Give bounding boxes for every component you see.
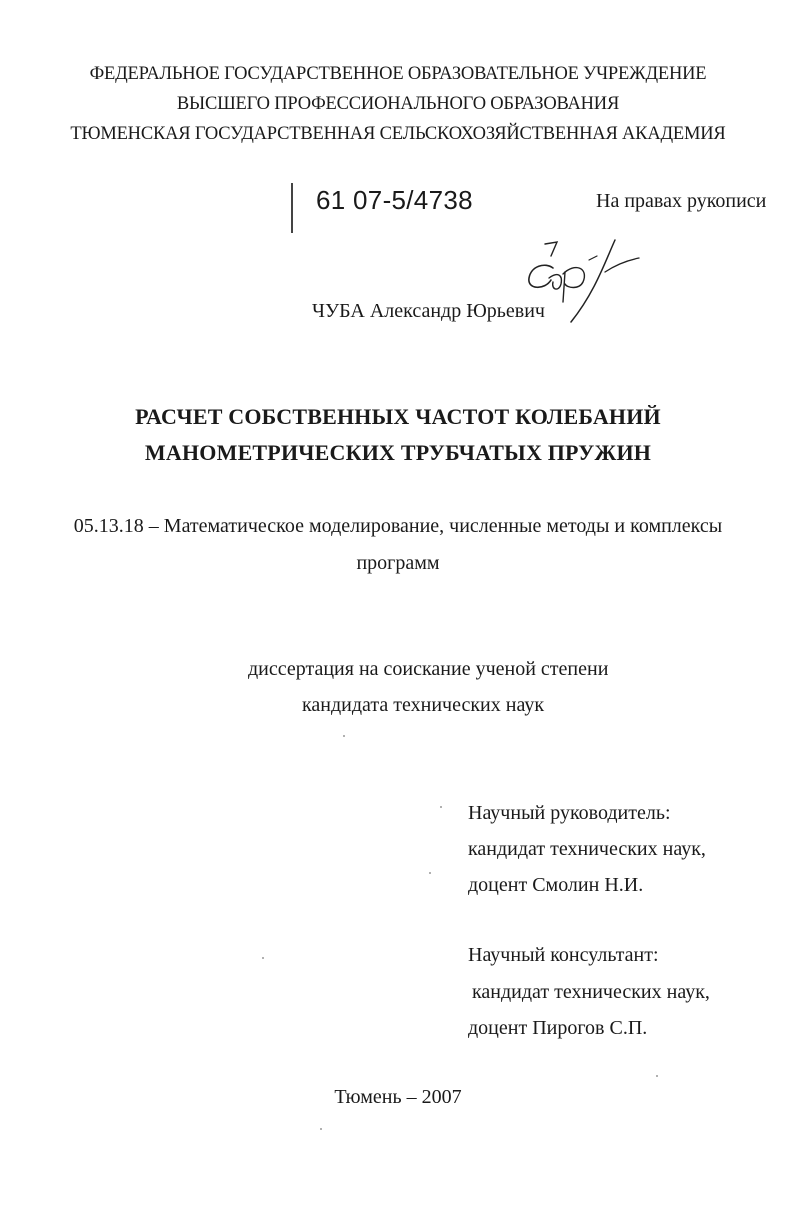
dissertation-title-line-2: МАНОМЕТРИЧЕСКИХ ТРУБЧАТЫХ ПРУЖИН <box>144 440 652 465</box>
stamp-bar <box>291 183 293 233</box>
consultant-name: доцент Пирогов С.П. <box>468 1017 648 1039</box>
archive-code: 61 07-5/4738 <box>316 185 473 215</box>
scan-speck <box>343 735 345 737</box>
specialty-line-2: программ <box>356 552 440 574</box>
scan-speck <box>262 957 264 959</box>
supervisor-role: Научный руководитель: <box>468 802 671 824</box>
consultant-degree: кандидат технических наук, <box>472 981 710 1003</box>
institution-line-2: ВЫСШЕГО ПРОФЕССИОНАЛЬНОГО ОБРАЗОВАНИЯ <box>176 94 620 114</box>
scan-speck <box>656 1075 658 1077</box>
scan-speck <box>320 1128 322 1130</box>
dissertation-title-line-1: РАСЧЕТ СОБСТВЕННЫХ ЧАСТОТ КОЛЕБАНИЙ <box>135 404 661 429</box>
supervisor-name: доцент Смолин Н.И. <box>468 874 644 896</box>
scan-speck <box>429 872 431 874</box>
specialty-line-1: 05.13.18 – Математическое моделирование, численные методы и комплексы <box>73 515 723 537</box>
degree-line-2: кандидата технических наук <box>302 694 545 716</box>
degree-line-1: диссертация на соискание ученой степени <box>248 658 609 680</box>
institution-line-3: ТЮМЕНСКАЯ ГОСУДАРСТВЕННАЯ СЕЛЬСКОХОЗЯЙСТВЕННАЯ АКАДЕМИЯ <box>70 124 726 144</box>
institution-line-1: ФЕДЕРАЛЬНОЕ ГОСУДАРСТВЕННОЕ ОБРАЗОВАТЕЛЬНОЕ УЧРЕЖДЕНИЕ <box>89 64 707 84</box>
consultant-role: Научный консультант: <box>468 944 659 966</box>
scan-speck <box>440 806 442 808</box>
city-year: Тюмень – 2007 <box>334 1086 462 1108</box>
author-name: ЧУБА Александр Юрьевич <box>312 300 545 322</box>
manuscript-note: На правах рукописи <box>596 190 767 212</box>
supervisor-degree: кандидат технических наук, <box>468 838 706 860</box>
